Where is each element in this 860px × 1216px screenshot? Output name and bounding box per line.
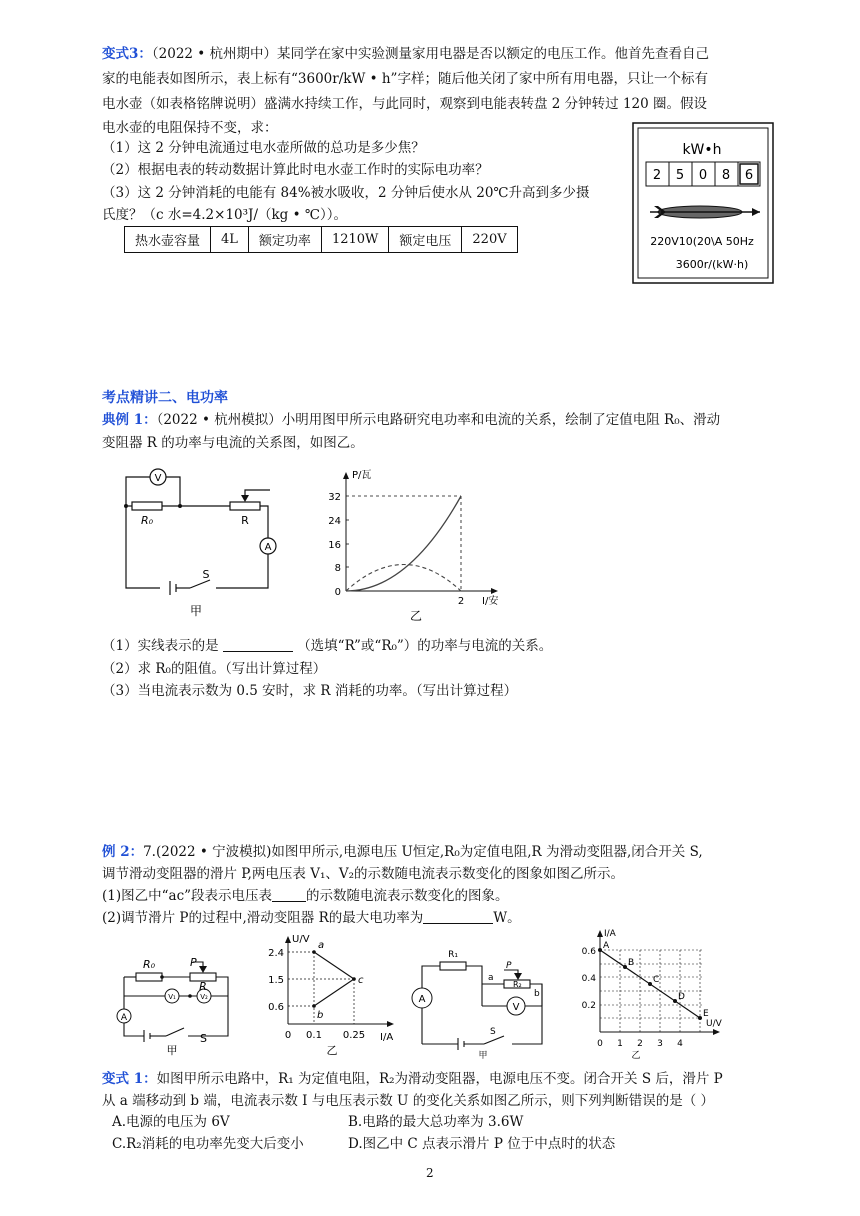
v1-iu-ylabel: I/A [604, 929, 616, 939]
ex1-ytick: 0 [334, 587, 341, 598]
ex1-q2: （2）求 R₀的阻值。（写出计算过程） [102, 661, 327, 677]
ex1-q3: （3）当电流表示数为 0.5 安时，求 R 消耗的功率。（写出计算过程） [102, 683, 518, 699]
ex1-q1: （1）实线表示的是 （选填“R”或“R₀”）的功率与电流的关系。 [102, 638, 553, 654]
ex2-q1: (1)图乙中“ac”段表示电压表 的示数随电流表示数变化的图象。 [102, 888, 509, 904]
meter-constant: 3600r/(kW·h) [675, 258, 749, 271]
ex2-q2: (2)调节滑片 P的过程中,滑动变阻器 R的最大电功率为 W。 [102, 910, 521, 926]
ex1-r-label: R [241, 514, 249, 527]
section-title: 考点精讲二、电功率 [102, 390, 228, 406]
v3-line1: 变式3：（2022 • 杭州期中）某同学在家中实验测量家用电器是否以额定的电压工作。他首先查看自己 [102, 46, 710, 62]
ex1-a-label: A [264, 542, 272, 553]
v1-fig-caption: 甲 [478, 1051, 488, 1060]
meter-disc-icon [650, 206, 760, 218]
v1-fig-bpt: b [534, 989, 540, 999]
ex1-ytick: 32 [328, 492, 341, 503]
v3-line2: 家的电能表如图所示，表上标有“3600r/kW • h”字样；随后他关闭了家中所有用电器，只让一个标有 [102, 71, 708, 87]
ex2-line1: 例 2：7.(2022 • 宁波模拟)如图甲所示,电源电压 U恒定,R₀为定值电阻,R 为滑动变阻器,闭合开关 S, [102, 844, 703, 860]
v1-circuit-diagram [408, 940, 558, 1060]
ex2-answer-blank-1[interactable] [272, 887, 306, 902]
v1-iu-xtick: 1 [617, 1039, 623, 1049]
kettle-spec-table [124, 226, 518, 253]
ex2-fig2-ytick: 1.5 [268, 975, 284, 986]
ex1-xtick: 2 [457, 596, 465, 607]
ex2-fig2-xlabel: I/A [380, 1032, 394, 1043]
ex2-fig1-r: R [199, 980, 207, 993]
v3-line3: 电水壶（如表格铭牌说明）盛满水持续工作，与此同时，观察到电能表转盘 2 分钟转过 120 圈。假设 [102, 96, 708, 112]
ex2-fig1-p: P [190, 956, 197, 969]
v3-q1: （1）这 2 分钟电流通过电水壶所做的总功是多少焦？ [102, 140, 425, 156]
v1-iu-xlabel: U/V [706, 1019, 722, 1029]
v3-q3b: 氏度？（c 水=4.2×10³J/（kg • ℃））。 [102, 207, 347, 223]
ex1-xlabel: I/安 [482, 596, 499, 607]
v3-q2: （2）根据电表的转动数据计算此时电水壶工作时的实际电功率？ [102, 162, 489, 178]
v3-line4: 电水壶的电阻保持不变，求： [102, 120, 278, 136]
ex1-line2: 变阻器 R 的功率与电流的关系图，如图乙。 [102, 435, 364, 451]
ex2-label: 例 2： [102, 844, 144, 860]
v1-iu-xtick: 0 [597, 1039, 603, 1049]
v1-iu-ytick: 0.2 [581, 1001, 596, 1011]
v1-fig-r2: R₂ [513, 980, 522, 989]
ex2-fig1-s: S [200, 1032, 207, 1045]
meter-digit: 0 [698, 168, 708, 183]
spec-cell: 220V [462, 227, 517, 253]
ex2-fig2-xtick: 0.1 [306, 1030, 322, 1041]
ex1-circuit-diagram [110, 462, 300, 622]
ex1-line1: 典例 1：（2022 • 杭州模拟）小明用图甲所示电路研究电功率和电流的关系，绘制了定值电阻 R₀、滑动 [102, 412, 721, 428]
meter-rating: 220V10(20\A 50Hz [650, 235, 754, 248]
meter-unit: kW•h [682, 142, 722, 158]
v1-fig-v: V [512, 1002, 520, 1013]
meter-digit: 2 [652, 168, 662, 183]
v3-label: 变式3： [102, 46, 152, 62]
ex1-ytick: 16 [328, 540, 341, 551]
ex2-ui-chart [262, 930, 402, 1058]
ex2-fig2-point: b [317, 1010, 324, 1021]
v1-fig-apt: a [488, 973, 494, 983]
ex2-fig2-ytick: 2.4 [268, 948, 284, 959]
v1-iu-xtick: 4 [677, 1039, 683, 1049]
ex1-chart-caption: 乙 [409, 609, 423, 623]
v1-option-a[interactable]: A.电源的电压为 6V [112, 1114, 230, 1130]
ex1-ytick: 8 [334, 563, 341, 574]
ex2-fig1-v2: V₂ [200, 993, 208, 1001]
spec-cell: 额定功率 [248, 227, 321, 253]
page-number: 2 [426, 1166, 434, 1180]
ex1-ylabel: P/瓦 [352, 470, 372, 481]
v1-iu-point: A [603, 941, 610, 951]
ex2-fig2-point: c [358, 975, 364, 986]
ex1-label: 典例 1： [102, 412, 157, 428]
ex1-power-chart [316, 466, 516, 626]
ex1-circuit-caption: 甲 [189, 604, 203, 618]
v1-fig-r1: R₁ [448, 950, 458, 960]
v1-option-b[interactable]: B.电路的最大总功率为 3.6W [348, 1114, 524, 1130]
v1-iu-point: C [653, 975, 660, 985]
v1-iu-caption: 乙 [631, 1051, 641, 1061]
v1-iu-point: B [628, 958, 635, 968]
v1-option-c[interactable]: C.R₂消耗的电功率先变大后变小 [112, 1136, 304, 1152]
meter-digit: 8 [721, 168, 731, 183]
ex2-fig2-ylabel: U/V [292, 934, 310, 945]
v1-iu-point: D [678, 992, 685, 1002]
v1-fig-p: P [506, 961, 512, 971]
ex2-fig2-xtick: 0.25 [342, 1030, 366, 1041]
ex2-fig2-caption: 乙 [326, 1044, 338, 1057]
ex2-fig1-caption: 甲 [166, 1044, 178, 1056]
v1-fig-a: A [418, 994, 426, 1005]
ex1-s-label: S [202, 568, 210, 581]
ex2-fig2-ytick: 0.6 [268, 1002, 284, 1013]
v1-line1: 变式 1：如图甲所示电路中，R₁ 为定值电阻，R₂为滑动变阻器，电源电压不变。闭合开关 S 后，滑片 P [102, 1071, 723, 1087]
ex2-fig2-point: a [318, 940, 325, 951]
v1-iu-ytick: 0.4 [581, 974, 596, 984]
ex1-v-label: V [154, 473, 162, 484]
ex2-fig2-xtick: 0 [284, 1030, 292, 1041]
v1-iu-xtick: 3 [657, 1039, 663, 1049]
v3-q3a: （3）这 2 分钟消耗的电能有 84%被水吸收，2 分钟后使水从 20℃升高到多少摄 [102, 185, 590, 201]
v1-iu-xtick: 2 [637, 1039, 643, 1049]
v1-iu-point: E [703, 1009, 709, 1019]
ex1-ytick: 24 [328, 516, 341, 527]
spec-cell: 1210W [321, 227, 388, 253]
ex2-circuit-diagram [104, 944, 244, 1056]
v1-iu-ytick: 0.6 [581, 947, 596, 957]
v1-option-d[interactable]: D.图乙中 C 点表示滑片 P 位于中点时的状态 [348, 1136, 616, 1152]
ex2-line2: 调节滑动变阻器的滑片 P,两电压表 V₁、V₂的示数随电流表示数变化的图象如图乙所示。 [102, 866, 625, 882]
ex2-fig1-r0: R₀ [142, 958, 156, 971]
electric-meter-figure [632, 122, 774, 284]
v1-fig-s: S [490, 1027, 496, 1037]
meter-digit: 6 [744, 168, 754, 183]
ex2-fig1-v1: V₁ [168, 993, 176, 1001]
ex2-fig1-a: A [120, 1013, 128, 1023]
spec-cell: 热水壶容量 [125, 227, 211, 253]
spec-cell: 额定电压 [389, 227, 462, 253]
ex1-answer-blank[interactable] [223, 637, 293, 652]
meter-digit: 5 [675, 168, 685, 183]
v1-line2: 从 a 端移动到 b 端，电流表示数 I 与电压表示数 U 的变化关系如图乙所示，则下列判断错误的是（ ） [102, 1093, 715, 1109]
v1-label: 变式 1： [102, 1071, 157, 1087]
v1-iu-chart [576, 926, 736, 1062]
ex1-r0-label: R₀ [140, 514, 154, 527]
spec-cell: 4L [211, 227, 249, 253]
ex2-answer-blank-2[interactable] [423, 909, 493, 924]
